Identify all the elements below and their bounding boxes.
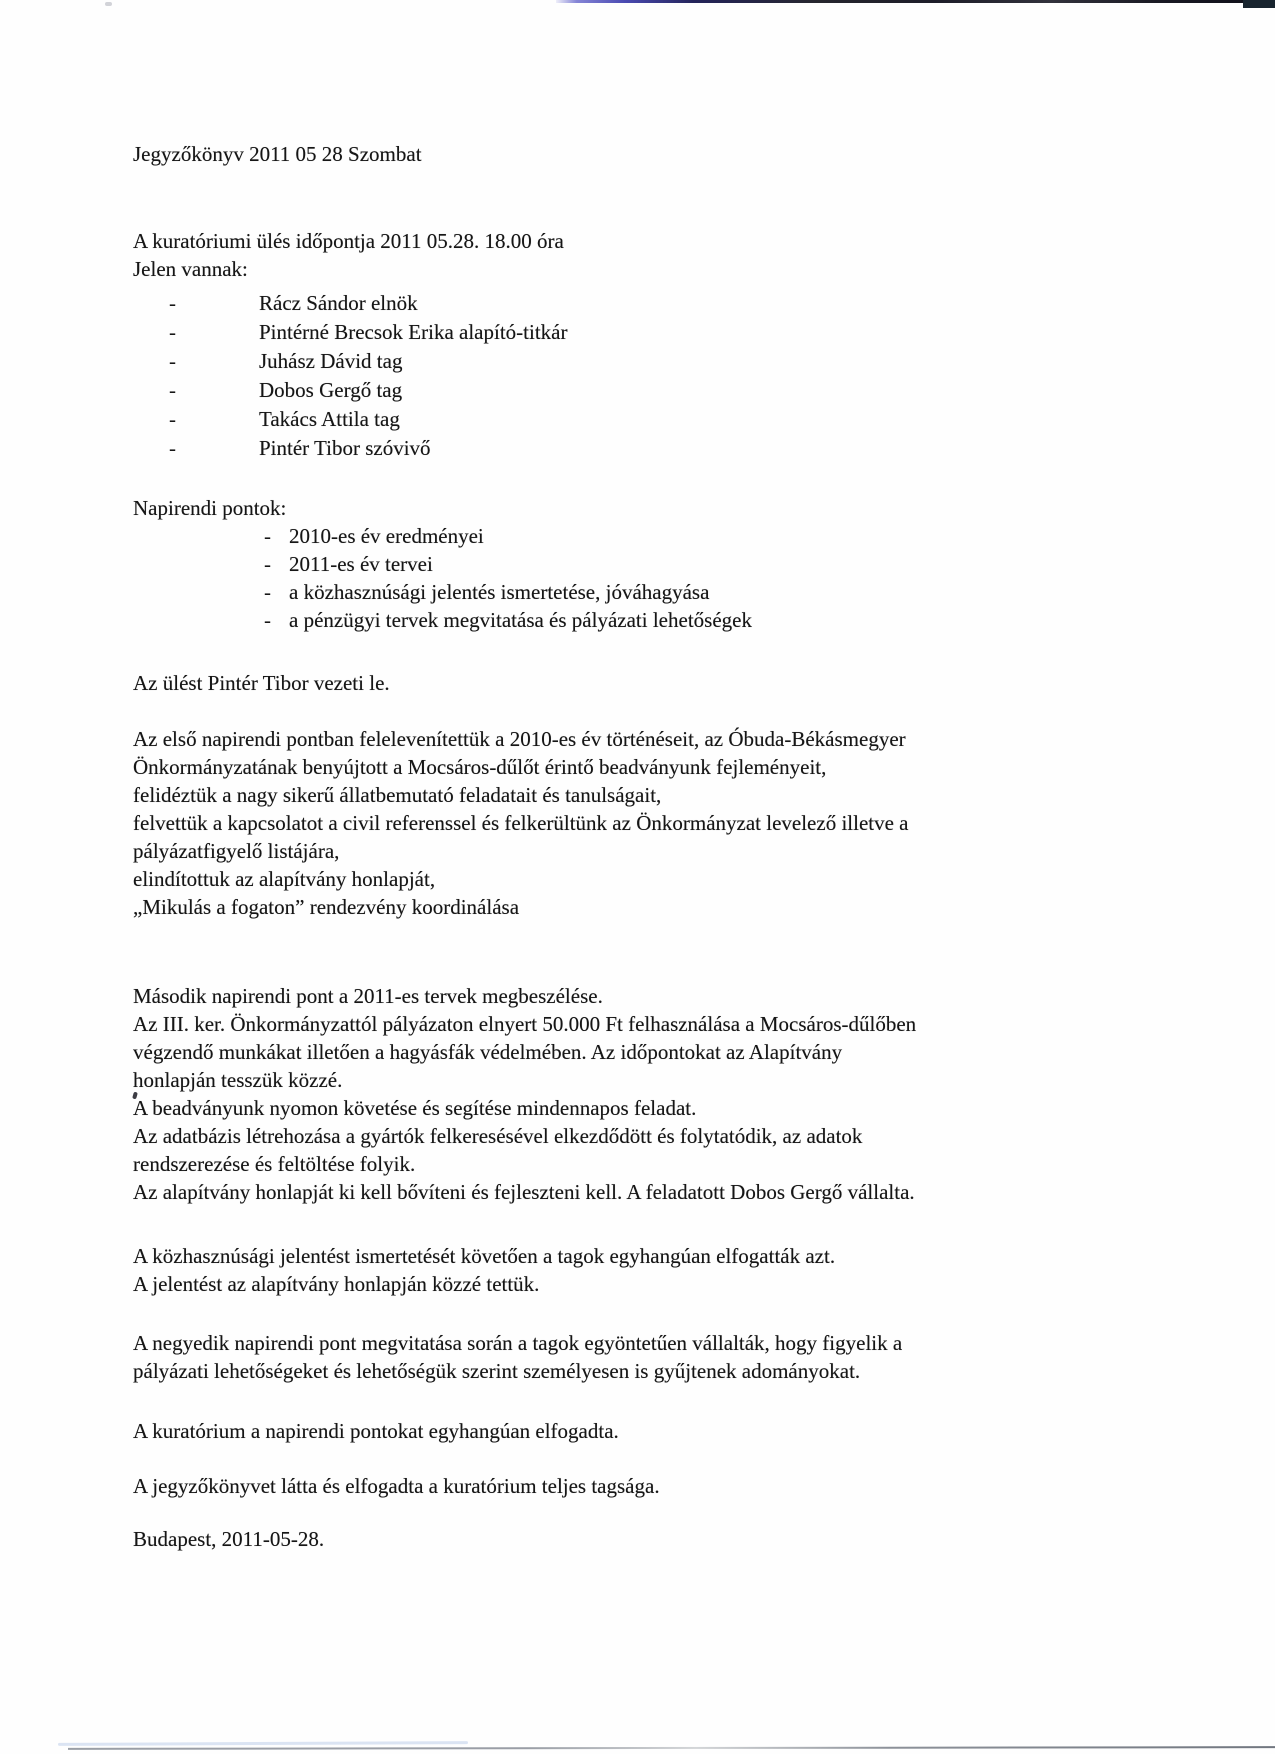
attendee-name: Pintérné Brecsok Erika alapító-titkár (259, 320, 568, 344)
attendee-name: Pintér Tibor szóvivő (259, 436, 431, 460)
scan-speck-top (105, 2, 112, 6)
paragraph-line: „Mikulás a fogaton” rendezvény koordinálása (133, 895, 520, 919)
attendees-label: Jelen vannak: (133, 257, 248, 281)
attendee-row (133, 289, 1033, 318)
paragraph-line: honlapján tesszük közzé. (133, 1068, 343, 1092)
paragraph-line: A közhasznúsági jelentést ismertetését követően a tagok egyhangúan elfogatták azt. (133, 1244, 836, 1268)
list-dash: - (169, 291, 176, 315)
first-point-paragraph (133, 725, 909, 921)
attendee-row (133, 347, 1033, 376)
paragraph-line: Az adatbázis létrehozása a gyártók felkeresésével elkezdődött és folytatódik, az adatok (133, 1124, 863, 1148)
attendee-list (133, 289, 1033, 463)
chair-line: Az ülést Pintér Tibor vezeti le. (133, 671, 390, 695)
paragraph-line: Második napirendi pont a 2011-es tervek megbeszélése. (133, 984, 603, 1008)
paragraph-line: pályázati lehetőségeket és lehetőségük szerint személyesen is gyűjtenek adományokat. (133, 1359, 861, 1383)
paragraph-line: felvettük a kapcsolatot a civil referenssel és felkerültünk az Önkormányzat levelező illetve a (133, 811, 909, 835)
list-dash: - (264, 580, 271, 604)
date-line: Budapest, 2011-05-28. (133, 1527, 325, 1551)
paragraph-line: A beadványunk nyomon követése és segítése mindennapos feladat. (133, 1096, 697, 1120)
attendee-row (133, 318, 1033, 347)
agenda-row (133, 578, 1083, 606)
agenda-item: 2011-es év tervei (289, 552, 433, 576)
attendee-name: Rácz Sándor elnök (259, 291, 418, 315)
paragraph-line: rendszerezése és feltöltése folyik. (133, 1152, 416, 1176)
fourth-point-paragraph (133, 1329, 902, 1385)
paragraph-line: elindítottuk az alapítvány honlapját, (133, 867, 436, 891)
paragraph-line: Az első napirendi pontban felelevenítettük a 2010-es év történéseit, az Óbuda-Békásmegyer (133, 727, 906, 751)
paragraph-line: pályázatfigyelő listájára, (133, 839, 340, 863)
list-dash: - (264, 524, 271, 548)
paragraph-line: végzendő munkákat illetően a hagyásfák védelmében. Az időpontokat az Alapítvány (133, 1040, 843, 1064)
scan-artifact-corner-block (1243, 0, 1275, 8)
attendee-row (133, 434, 1033, 463)
second-point-paragraph (133, 982, 916, 1206)
signoff-line: A jegyzőkönyvet látta és elfogadta a kuratórium teljes tagsága. (133, 1474, 660, 1498)
document-title: Jegyzőkönyv 2011 05 28 Szombat (133, 142, 422, 166)
list-dash: - (169, 320, 176, 344)
approval-line: A kuratórium a napirendi pontokat egyhangúan elfogadta. (133, 1419, 619, 1443)
attendee-row (133, 405, 1033, 434)
list-dash: - (169, 349, 176, 373)
paragraph-line: Az alapítvány honlapját ki kell bővíteni és fejleszteni kell. A feladatott Dobos Gergő vállalta. (133, 1180, 915, 1204)
attendee-name: Takács Attila tag (259, 407, 400, 431)
list-dash: - (264, 608, 271, 632)
paragraph-line: Önkormányzatának benyújtott a Mocsáros-dűlőt érintő beadványunk fejleményeit, (133, 755, 827, 779)
agenda-row (133, 550, 1083, 578)
list-dash: - (169, 407, 176, 431)
paragraph-line: A negyedik napirendi pont megvitatása során a tagok egyöntetűen vállalták, hogy figyelik a (133, 1331, 903, 1355)
scan-artifact-bottom-line (68, 1746, 1275, 1750)
attendee-name: Dobos Gergő tag (259, 378, 403, 402)
list-dash: - (264, 552, 271, 576)
scan-artifact-top-line (556, 0, 1244, 3)
scan-artifact-bottom-smudge (58, 1741, 468, 1746)
agenda-item: a pénzügyi tervek megvitatása és pályázati lehetőségek (289, 608, 752, 632)
agenda-row (133, 522, 1083, 550)
agenda-item: 2010-es év eredményei (289, 524, 484, 548)
meeting-header (133, 227, 564, 283)
third-point-paragraph (133, 1242, 835, 1298)
agenda-row (133, 606, 1083, 634)
attendee-row (133, 376, 1033, 405)
agenda-label: Napirendi pontok: (133, 496, 287, 520)
attendee-name: Juhász Dávid tag (259, 349, 403, 373)
meeting-time-line: A kuratóriumi ülés időpontja 2011 05.28. 18.00 óra (133, 229, 564, 253)
paragraph-line: A jelentést az alapítvány honlapján közzé tettük. (133, 1272, 540, 1296)
agenda-list (133, 522, 1083, 634)
paragraph-line: Az III. ker. Önkormányzattól pályázaton elnyert 50.000 Ft felhasználása a Mocsáros-dűlőben (133, 1012, 917, 1036)
list-dash: - (169, 436, 176, 460)
list-dash: - (169, 378, 176, 402)
paragraph-line: felidéztük a nagy sikerű állatbemutató feladatait és tanulságait, (133, 783, 662, 807)
agenda-item: a közhasznúsági jelentés ismertetése, jóváhagyása (289, 580, 710, 604)
